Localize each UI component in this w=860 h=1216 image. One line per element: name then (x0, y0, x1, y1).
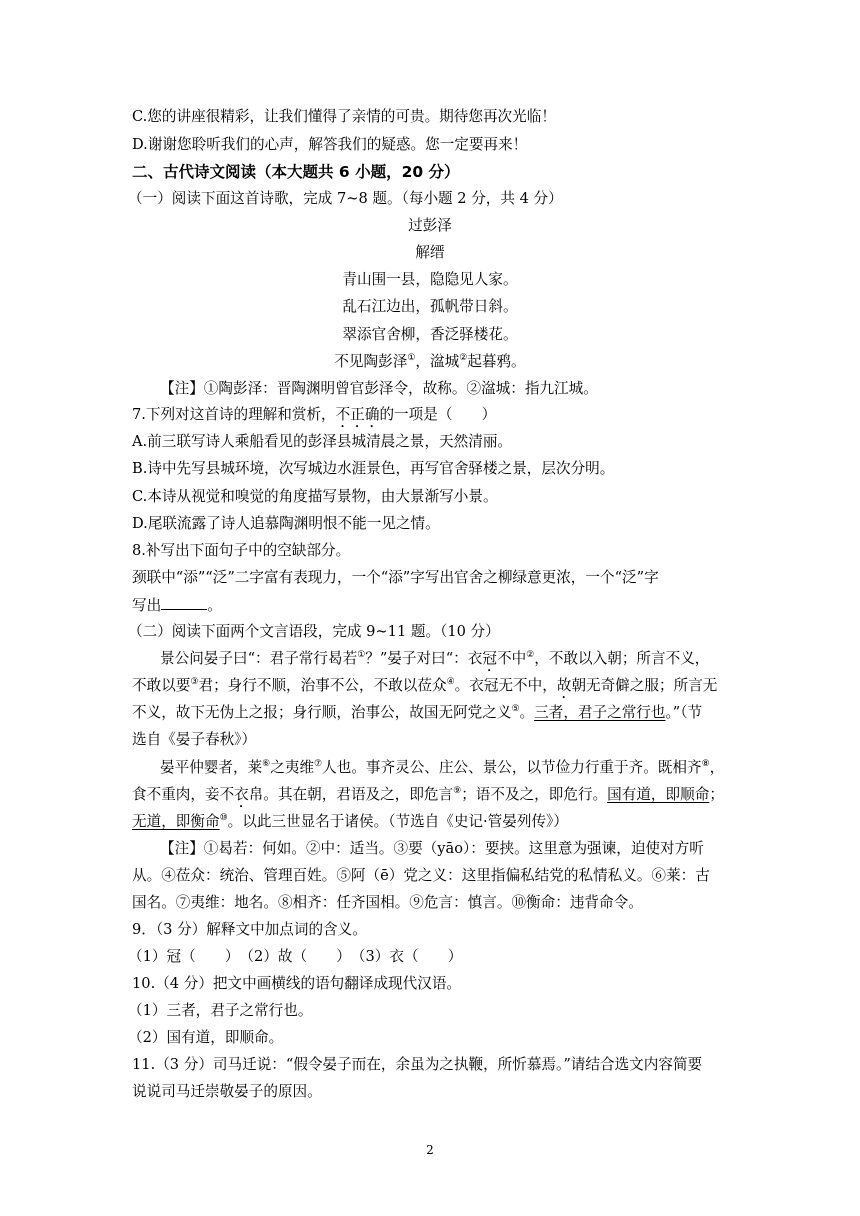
option-d: D.谢谢您聆听我们的心声，解答我们的疑惑。您一定要再来！ (132, 136, 528, 153)
underlined-sentence: 无道，即衡命 (132, 813, 220, 830)
passage-text: 之夷维 (270, 759, 315, 776)
question-9-items: （1）冠（ ） （2）故（ ） （3）衣（ ） (128, 948, 463, 965)
poem-note: 【注】①陶彭泽：晋陶渊明曾官彭泽令，故称。②湓城：指九江城。 (160, 380, 598, 397)
question-8-blank-line (132, 595, 732, 616)
question-9: 9．（3 分）解释文中加点词的含义。 (132, 921, 367, 938)
passage-text: 。衣冠无不中， (454, 677, 557, 694)
poem-text: 不见陶彭泽 (334, 353, 408, 370)
passage-line (132, 703, 732, 723)
subsection-heading-2: （二）阅读下面两个文言语段，完成 9~11 题。（10 分） (128, 623, 500, 640)
question-text: 写出 (132, 597, 162, 614)
passage-text: 君；身行不顺，治事不公，不敢以莅众 (198, 677, 447, 694)
question-11: 11.（3 分）司马迁说：“假令晏子而在，余虽为之执鞭，所忻慕焉。”请结合选文内容简要 (132, 1056, 703, 1073)
passage-text: 不敢以要 (132, 677, 191, 694)
footnote-mark: ② (526, 650, 535, 661)
poem-line (0, 352, 860, 372)
footnote-mark: ② (459, 353, 468, 364)
question-8-text: 颈联中“添”“泛”二字富有表现力，一个“添”字写出官舍之柳绿意更浓，一个“泛”字 (132, 569, 659, 586)
passage-line (160, 758, 760, 778)
passage-text: ；语不及之，即危行。 (461, 786, 608, 803)
poem-text: 起暮鸦。 (467, 353, 526, 370)
passage-line (132, 812, 732, 832)
dotted-word: 故 (556, 677, 572, 694)
passage-note: 从。④莅众：统治、管理百姓。⑤阿（ē）党之义：这里指偏私结党的私情私义。⑥莱：古 (132, 867, 710, 884)
passage-text: 晏平仲婴者，莱 (160, 759, 263, 776)
footnote-mark: ⑤ (511, 704, 520, 715)
passage-text: 不中 (496, 650, 527, 667)
footnote-mark: ⑦ (314, 759, 323, 770)
option-d: D.尾联流露了诗人追慕陶渊明恨不能一见之情。 (132, 515, 440, 532)
option-b: B.诗中先写县城环境，次写城边水涯景色，再写官舍驿楼之景，层次分明。 (132, 460, 615, 477)
footnote-mark: ③ (190, 677, 199, 688)
passage-text: ？”晏子对曰“：衣 (365, 650, 483, 667)
option-a: A.前三联写诗人乘船看见的彭泽县城清晨之景，天然清丽。 (132, 433, 513, 450)
underlined-sentence: 三者，君子之常行也 (534, 704, 666, 721)
passage-text: ， (709, 759, 725, 776)
passage-text: 。”（节 (665, 704, 703, 721)
passage-text: 食不重肉，妾不 (132, 786, 235, 803)
footnote-mark: ④ (446, 677, 455, 688)
footnote-mark: ⑨ (453, 786, 462, 797)
passage-text: 帛。其在朝，君语及之，即危言 (248, 786, 454, 803)
footnote-mark: ① (357, 650, 366, 661)
subsection-heading-1: （一）阅读下面这首诗歌，完成 7~8 题。（每小题 2 分，共 4 分） (128, 190, 563, 207)
passage-note: 国名。⑦夷维：地名。⑧相齐：任齐国相。⑨危言：慎言。⑩衡命：违背命令。 (132, 894, 643, 911)
answer-blank[interactable] (161, 595, 207, 610)
poem-author: 解缙 (415, 244, 445, 261)
passage-line (132, 785, 732, 811)
passage-text: 朝无奇僻之服；所言无 (571, 677, 718, 694)
question-8: 8.补写出下面句子中的空缺部分。 (132, 542, 351, 559)
passage-note: 【注】①曷若：何如。②中：适当。③要（yāo）：要挟。这里意为强谏，迫使对方听 (160, 840, 704, 857)
poem-line: 翠添官舍柳，香泛驿楼花。 (342, 326, 518, 343)
footnote-mark: ⑩ (219, 813, 228, 824)
question-10: 10.（4 分）把文中画横线的语句翻译成现代汉语。 (132, 975, 462, 992)
passage-line (160, 649, 760, 675)
poem-line: 乱石江边出，孤帆带日斜。 (342, 298, 518, 315)
question-text: 的一项是（ ） (379, 406, 497, 423)
passage-line: 选自《晏子春秋》） (132, 731, 257, 748)
question-text: 7.下列对这首诗的理解和赏析， (132, 406, 336, 423)
emphasized-text: 不正确 (335, 406, 380, 423)
underlined-sentence: 国有道，即顺命 (607, 786, 710, 803)
option-c: C.您的讲座很精彩，让我们懂得了亲情的可贵。期待您再次光临！ (132, 108, 556, 125)
question-10-item-1: （1）三者，君子之常行也。 (128, 1002, 313, 1019)
poem-text: ，湓城 (415, 353, 460, 370)
passage-text: ； (709, 786, 724, 803)
passage-text: 人也。事齐灵公、庄公、景公，以节俭力行重于齐。既相齐 (322, 759, 702, 776)
question-10-item-2: （2）国有道，即顺命。 (128, 1029, 284, 1046)
footnote-mark: ① (407, 353, 416, 364)
passage-text: ，不敢以入朝；所言不义， (534, 650, 710, 667)
passage-text: 景公问晏子曰“：君子常行曷若 (160, 650, 358, 667)
poem-line: 青山围一县，隐隐见人家。 (342, 271, 518, 288)
dotted-word: 冠 (482, 650, 497, 667)
dotted-word: 衣 (234, 786, 249, 803)
passage-text: 。 (519, 704, 535, 721)
question-text: 。 (207, 597, 222, 614)
option-c: C.本诗从视觉和嗅觉的角度描写景物，由大景渐写小景。 (132, 488, 498, 505)
question-11-cont: 说说司马迁崇敬晏子的原因。 (132, 1083, 322, 1100)
passage-line (132, 676, 732, 702)
poem-title: 过彭泽 (408, 217, 452, 234)
footnote-mark: ⑧ (701, 759, 710, 770)
footnote-mark: ⑥ (262, 759, 271, 770)
page-number: 2 (426, 1143, 434, 1157)
passage-text: 不义，故下无伪上之报；身行顺，治事公，故国无阿党之义 (132, 704, 512, 721)
section-heading: 二、古代诗文阅读（本大题共 6 小题，20 分） (132, 163, 460, 181)
passage-text: 。以此三世显名于诸侯。（节选自《史记·管晏列传》） (227, 813, 568, 830)
question-7 (132, 405, 732, 431)
